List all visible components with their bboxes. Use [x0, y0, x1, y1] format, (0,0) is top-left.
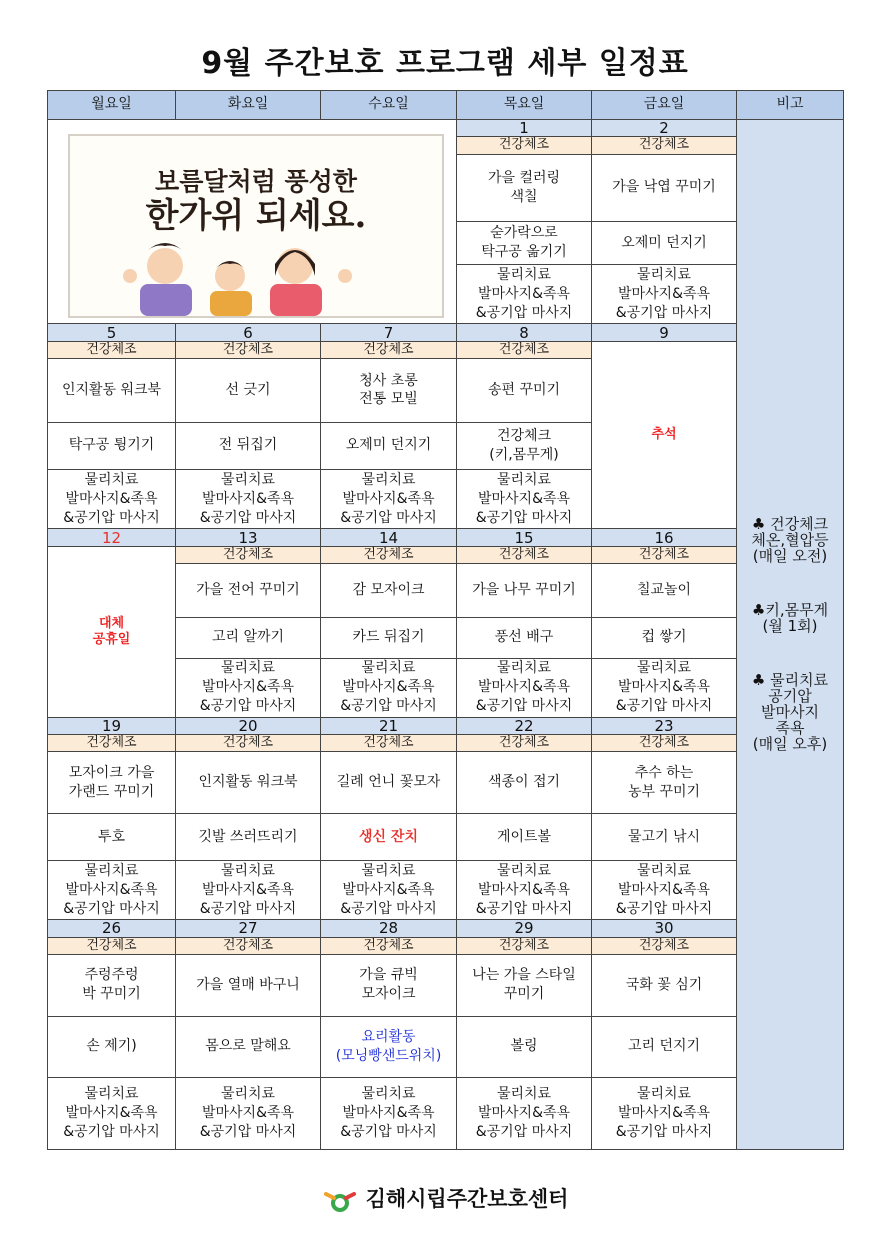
illustration-line1: 보름달처럼 풍성한: [155, 166, 357, 196]
notes-column: [737, 119, 844, 1149]
activity-cell: 카드 뒤집기: [321, 617, 457, 658]
health-exercise-cell: 건강체조: [457, 137, 592, 154]
date-cell: 6: [176, 324, 321, 341]
health-exercise-cell: 건강체조: [457, 546, 592, 563]
activity-cell: 가을 전어 꾸미기: [176, 564, 321, 617]
health-exercise-cell: 건강체조: [176, 937, 321, 954]
activity-cell: 송편 꾸미기: [457, 359, 592, 423]
note-height-weight: ♣키,몸무게 (월 1회): [751, 601, 829, 636]
activity-cell: 탁구공 튕기기: [48, 422, 176, 469]
activity-cell: 가을 나무 꾸미기: [457, 564, 592, 617]
date-cell: 16: [592, 529, 737, 546]
date-cell: 30: [592, 920, 737, 937]
date-cell: 22: [457, 717, 592, 734]
page-title: 9월 주간보호 프로그램 세부 일정표: [201, 46, 689, 81]
family-illustration-icon: [70, 236, 442, 316]
date-cell: 13: [176, 529, 321, 546]
date-cell: 5: [48, 324, 176, 341]
date-cell: 2: [592, 119, 737, 136]
activity-cell: 가을 낙엽 꾸미기: [592, 154, 737, 222]
activity-cell: 선 긋기: [176, 359, 321, 423]
activity-cell: 고리 알까기: [176, 617, 321, 658]
date-cell: 7: [321, 324, 457, 341]
birthday-party-cell: 생신 잔치: [321, 813, 457, 860]
activity-cell: 길례 언니 꽃모자: [321, 752, 457, 814]
health-exercise-cell: 건강체조: [457, 341, 592, 358]
therapy-cell: 물리치료 발마사지&족욕 &공기압 마사지: [457, 469, 592, 528]
therapy-cell: 물리치료 발마사지&족욕 &공기압 마사지: [592, 265, 737, 324]
chuseok-illustration: [48, 119, 457, 324]
activity-cell: 주렁주렁 박 꾸미기: [48, 955, 176, 1017]
activity-cell: 물고기 낚시: [592, 813, 737, 860]
therapy-cell: 물리치료 발마사지&족욕 &공기압 마사지: [592, 861, 737, 920]
therapy-cell: 물리치료 발마사지&족욕 &공기압 마사지: [176, 658, 321, 717]
activity-cell: 추수 하는 농부 꾸미기: [592, 752, 737, 814]
health-exercise-cell: 건강체조: [321, 735, 457, 752]
activity-cell: 전 뒤집기: [176, 422, 321, 469]
therapy-cell: 물리치료 발마사지&족욕 &공기압 마사지: [176, 861, 321, 920]
health-exercise-cell: 건강체조: [592, 937, 737, 954]
date-cell: 21: [321, 717, 457, 734]
header-friday: 금요일: [592, 91, 737, 120]
date-cell: 12: [48, 529, 176, 546]
activity-cell: 가을 열매 바구니: [176, 955, 321, 1017]
date-cell: 9: [592, 324, 737, 341]
health-exercise-cell: 건강체조: [48, 937, 176, 954]
health-exercise-cell: 건강체조: [592, 137, 737, 154]
health-exercise-cell: 건강체조: [176, 546, 321, 563]
date-cell: 14: [321, 529, 457, 546]
activity-cell: 감 모자이크: [321, 564, 457, 617]
header-wednesday: 수요일: [321, 91, 457, 120]
activity-cell: 인지활동 워크북: [48, 359, 176, 423]
note-health-check: ♣ 건강체크 체온,혈압등 (매일 오전): [751, 515, 829, 566]
health-exercise-cell: 건강체조: [176, 735, 321, 752]
activity-cell: 색종이 접기: [457, 752, 592, 814]
therapy-cell: 물리치료 발마사지&족욕 &공기압 마사지: [321, 658, 457, 717]
activity-cell: 나는 가을 스타일 꾸미기: [457, 955, 592, 1017]
therapy-cell: 물리치료 발마사지&족욕 &공기압 마사지: [321, 1078, 457, 1150]
therapy-cell: 물리치료 발마사지&족욕 &공기압 마사지: [176, 469, 321, 528]
chuseok-holiday: 추석: [592, 341, 737, 529]
therapy-cell: 물리치료 발마사지&족욕 &공기압 마사지: [48, 1078, 176, 1150]
header-tuesday: 화요일: [176, 91, 321, 120]
date-cell: 20: [176, 717, 321, 734]
schedule-table: [47, 90, 844, 1150]
activity-cell: 오제미 던지기: [592, 222, 737, 265]
date-cell: 27: [176, 920, 321, 937]
cooking-activity-cell: 요리활동 (모닝빵샌드위치): [321, 1016, 457, 1078]
activity-cell: 모자이크 가을 가랜드 꾸미기: [48, 752, 176, 814]
therapy-cell: 물리치료 발마사지&족욕 &공기압 마사지: [321, 469, 457, 528]
therapy-cell: 물리치료 발마사지&족욕 &공기압 마사지: [457, 1078, 592, 1150]
activity-cell: 청사 초롱 전통 모빌: [321, 359, 457, 423]
activity-cell: 고리 던지기: [592, 1016, 737, 1078]
illustration-line2: 한가위 되세요.: [145, 195, 367, 236]
date-cell: 23: [592, 717, 737, 734]
date-cell: 19: [48, 717, 176, 734]
activity-cell: 손 제기): [48, 1016, 176, 1078]
footer-text: 김해시립주간보호센터: [365, 1187, 569, 1211]
activity-cell: 칠교놀이: [592, 564, 737, 617]
header-thursday: 목요일: [457, 91, 592, 120]
health-exercise-cell: 건강체조: [592, 546, 737, 563]
health-exercise-cell: 건강체조: [457, 735, 592, 752]
activity-cell: 깃발 쓰러뜨리기: [176, 813, 321, 860]
therapy-cell: 물리치료 발마사지&족욕 &공기압 마사지: [592, 1078, 737, 1150]
health-exercise-cell: 건강체조: [321, 546, 457, 563]
health-exercise-cell: 건강체조: [457, 937, 592, 954]
health-exercise-cell: 건강체조: [48, 735, 176, 752]
note-physio: ♣ 물리치료 공기압 발마사지 족욕 (매일 오후): [751, 671, 829, 754]
date-cell: 1: [457, 119, 592, 136]
date-cell: 15: [457, 529, 592, 546]
substitute-holiday-line2: 공휴일: [92, 631, 131, 647]
activity-cell: 투호: [48, 813, 176, 860]
therapy-cell: 물리치료 발마사지&족욕 &공기압 마사지: [457, 265, 592, 324]
activity-cell: 오제미 던지기: [321, 422, 457, 469]
activity-cell: 볼링: [457, 1016, 592, 1078]
activity-cell: 몸으로 말해요: [176, 1016, 321, 1078]
footer-center-name: [0, 1183, 890, 1213]
therapy-cell: 물리치료 발마사지&족욕 &공기압 마사지: [321, 861, 457, 920]
activity-cell: 컵 쌓기: [592, 617, 737, 658]
therapy-cell: 물리치료 발마사지&족욕 &공기압 마사지: [176, 1078, 321, 1150]
health-exercise-cell: 건강체조: [176, 341, 321, 358]
activity-cell: 국화 꽃 심기: [592, 955, 737, 1017]
health-exercise-cell: 건강체조: [321, 937, 457, 954]
activity-cell: 게이트볼: [457, 813, 592, 860]
date-cell: 29: [457, 920, 592, 937]
activity-cell: 건강체크 (키,몸무게): [457, 422, 592, 469]
therapy-cell: 물리치료 발마사지&족욕 &공기압 마사지: [48, 861, 176, 920]
header-notes: 비고: [737, 91, 844, 120]
activity-cell: 가을 컬러링 색칠: [457, 154, 592, 222]
activity-cell: 인지활동 워크북: [176, 752, 321, 814]
health-exercise-cell: 건강체조: [321, 341, 457, 358]
date-cell: 26: [48, 920, 176, 937]
therapy-cell: 물리치료 발마사지&족욕 &공기압 마사지: [592, 658, 737, 717]
therapy-cell: 물리치료 발마사지&족욕 &공기압 마사지: [457, 658, 592, 717]
health-exercise-cell: 건강체조: [48, 341, 176, 358]
date-cell: 8: [457, 324, 592, 341]
activity-cell: 가을 큐빅 모자이크: [321, 955, 457, 1017]
header-monday: 월요일: [48, 91, 176, 120]
substitute-holiday-line1: 대체: [98, 615, 125, 631]
date-cell: 28: [321, 920, 457, 937]
activity-cell: 숟가락으로 탁구공 옮기기: [457, 222, 592, 265]
health-exercise-cell: 건강체조: [592, 735, 737, 752]
activity-cell: 풍선 배구: [457, 617, 592, 658]
therapy-cell: 물리치료 발마사지&족욕 &공기압 마사지: [48, 469, 176, 528]
substitute-holiday: [48, 546, 176, 717]
therapy-cell: 물리치료 발마사지&족욕 &공기압 마사지: [457, 861, 592, 920]
center-logo-icon: [322, 1188, 358, 1212]
